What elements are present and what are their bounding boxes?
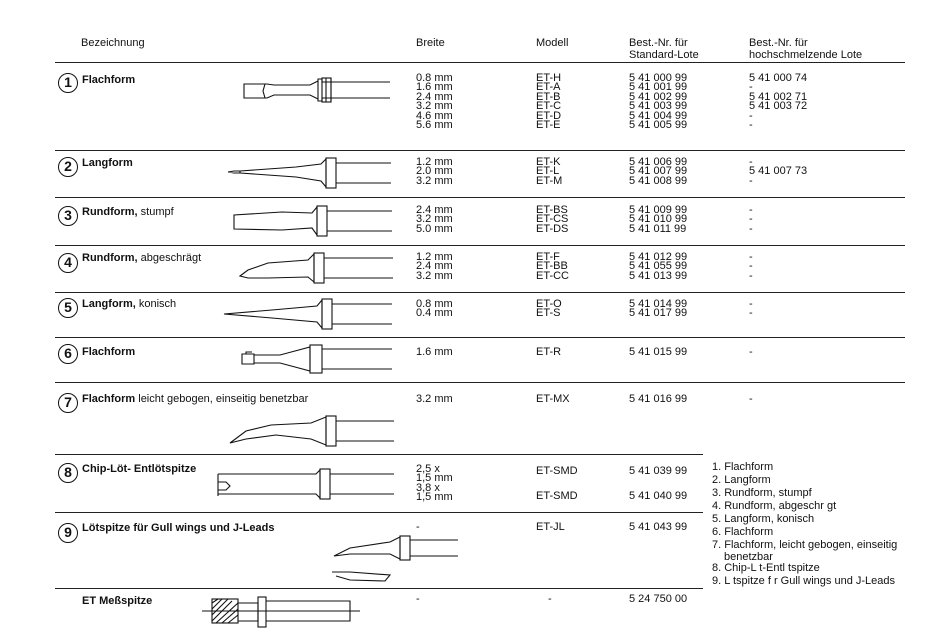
row-title: Flachform leicht gebogen, einseitig benetzbar <box>82 393 309 405</box>
header-modell: Modell <box>536 37 569 49</box>
row-divider <box>55 337 905 338</box>
row-modell: ET-K ET-L ET-M <box>536 156 563 187</box>
row-divider <box>55 588 703 589</box>
row-number-badge: 8 <box>58 463 78 483</box>
row-divider <box>55 512 703 513</box>
row-breite: 0.8 mm 1.6 mm 2.4 mm 3.2 mm 4.6 mm 5.6 mm <box>416 72 453 132</box>
row-standard-nr: 5 41 039 99 5 41 040 99 <box>629 465 688 502</box>
row-breite: 2.4 mm 3.2 mm 5.0 mm <box>416 204 453 235</box>
row-standard-nr: 5 41 015 99 <box>629 346 688 358</box>
header-divider <box>55 62 905 63</box>
row-title: ET Meßspitze <box>82 595 153 607</box>
row-breite: 3.2 mm <box>416 393 453 405</box>
row-hoch-nr: - - <box>749 298 753 320</box>
row-standard-nr: 5 24 750 00 <box>629 593 688 605</box>
row-hoch-nr: - <box>749 393 753 405</box>
row-breite: - <box>416 521 420 533</box>
legend-item: 7. Flachform, leicht gebogen, einseitig <box>712 539 898 551</box>
row-standard-nr: 5 41 014 99 5 41 017 99 <box>629 298 688 320</box>
chip-loet-tip-icon <box>216 466 394 502</box>
row-divider <box>55 150 905 151</box>
legend-item: 1. Flachform <box>712 461 774 473</box>
row-divider <box>55 292 905 293</box>
row-number-badge: 1 <box>58 73 78 93</box>
row-number-badge: 4 <box>58 253 78 273</box>
row-breite: 1.2 mm 2.4 mm 3.2 mm <box>416 251 453 282</box>
row-number-badge: 6 <box>58 344 78 364</box>
legend-item: 4. Rundform, abgeschr gt <box>712 500 837 512</box>
header-bezeichnung: Bezeichnung <box>81 37 145 49</box>
row-number-badge: 3 <box>58 206 78 226</box>
row-divider <box>55 245 905 246</box>
row-modell: ET-R <box>536 346 562 358</box>
row-standard-nr: 5 41 012 99 5 41 055 99 5 41 013 99 <box>629 251 688 282</box>
row-hoch-nr: - 5 41 007 73 - <box>749 156 808 187</box>
legend-item: 2. Langform <box>712 474 771 486</box>
rundform-abgeschraegt-tip-icon <box>238 250 393 286</box>
row-standard-nr: 5 41 043 99 <box>629 521 688 533</box>
row-title: Flachform <box>82 346 136 358</box>
langform-konisch-tip-icon <box>222 296 392 332</box>
row-divider <box>55 382 905 383</box>
flachform-gebogen-tip-icon <box>226 413 394 449</box>
row-title: Lötspitze für Gull wings und J-Leads <box>82 522 275 534</box>
rundform-stumpf-tip-icon <box>232 203 392 239</box>
row-title: Chip-Löt- Entlötspitze <box>82 463 197 475</box>
row-modell: ET-BS ET-CS ET-DS <box>536 204 569 235</box>
row-hoch-nr: - <box>749 346 753 358</box>
flachform-small-tip-icon <box>240 341 392 377</box>
row-title: Langform <box>82 157 133 169</box>
row-hoch-nr: 5 41 000 74 - 5 41 002 71 5 41 003 72 - - <box>749 72 808 132</box>
row-modell: ET-SMD ET-SMD <box>536 465 578 502</box>
row-number-badge: 2 <box>58 157 78 177</box>
row-standard-nr: 5 41 000 99 5 41 001 99 5 41 002 99 5 41 003 99 5 41 004 99 5 41 005 99 <box>629 72 688 132</box>
row-modell: ET-H ET-A ET-B ET-C ET-D ET-E <box>536 72 562 132</box>
row-title: Rundform, stumpf <box>82 206 174 218</box>
row-modell: ET-JL <box>536 521 565 533</box>
header-hochschmelzende-lote: Best.-Nr. für hochschmelzende Lote <box>749 37 863 61</box>
legend-list <box>712 461 897 588</box>
row-title: Flachform <box>82 74 136 86</box>
row-breite: 0.8 mm 0.4 mm <box>416 298 453 320</box>
legend-item: 3. Rundform, stumpf <box>712 487 812 499</box>
row-breite: 2,5 x 1,5 mm 3,8 x 1,5 mm <box>416 463 453 504</box>
row-title: Rundform, abgeschrägt <box>82 252 202 264</box>
row-modell: - <box>548 593 552 605</box>
row-number-badge: 7 <box>58 393 78 413</box>
gull-wing-tip-icon <box>330 532 458 587</box>
row-standard-nr: 5 41 006 99 5 41 007 99 5 41 008 99 <box>629 156 688 187</box>
messspitze-icon <box>200 593 360 631</box>
langform-tip-icon <box>226 155 391 191</box>
row-number-badge: 9 <box>58 523 78 543</box>
header-standard-lote: Best.-Nr. für Standard-Lote <box>629 37 699 61</box>
legend-item: 9. L tspitze f r Gull wings und J-Leads <box>712 575 896 587</box>
row-breite: 1.6 mm <box>416 346 453 358</box>
legend-item: benetzbar <box>724 551 773 563</box>
row-breite: 1.2 mm 2.0 mm 3.2 mm <box>416 156 453 187</box>
header-breite: Breite <box>416 37 445 49</box>
legend-item: 8. Chip-L t-Entl tspitze <box>712 562 820 574</box>
row-divider <box>55 197 905 198</box>
legend-item: 6. Flachform <box>712 526 774 538</box>
row-hoch-nr: - - - <box>749 204 753 235</box>
row-breite: - <box>416 593 420 605</box>
row-divider <box>55 454 703 455</box>
row-modell: ET-F ET-BB ET-CC <box>536 251 569 282</box>
legend-item: 5. Langform, konisch <box>712 513 815 525</box>
row-modell: ET-MX <box>536 393 570 405</box>
row-number-badge: 5 <box>58 298 78 318</box>
row-standard-nr: 5 41 016 99 <box>629 393 688 405</box>
row-standard-nr: 5 41 009 99 5 41 010 99 5 41 011 99 <box>629 204 688 235</box>
row-hoch-nr: - - - <box>749 251 753 282</box>
row-title: Langform, konisch <box>82 298 177 310</box>
flachform-tip-icon <box>240 74 390 106</box>
row-modell: ET-O ET-S <box>536 298 562 320</box>
